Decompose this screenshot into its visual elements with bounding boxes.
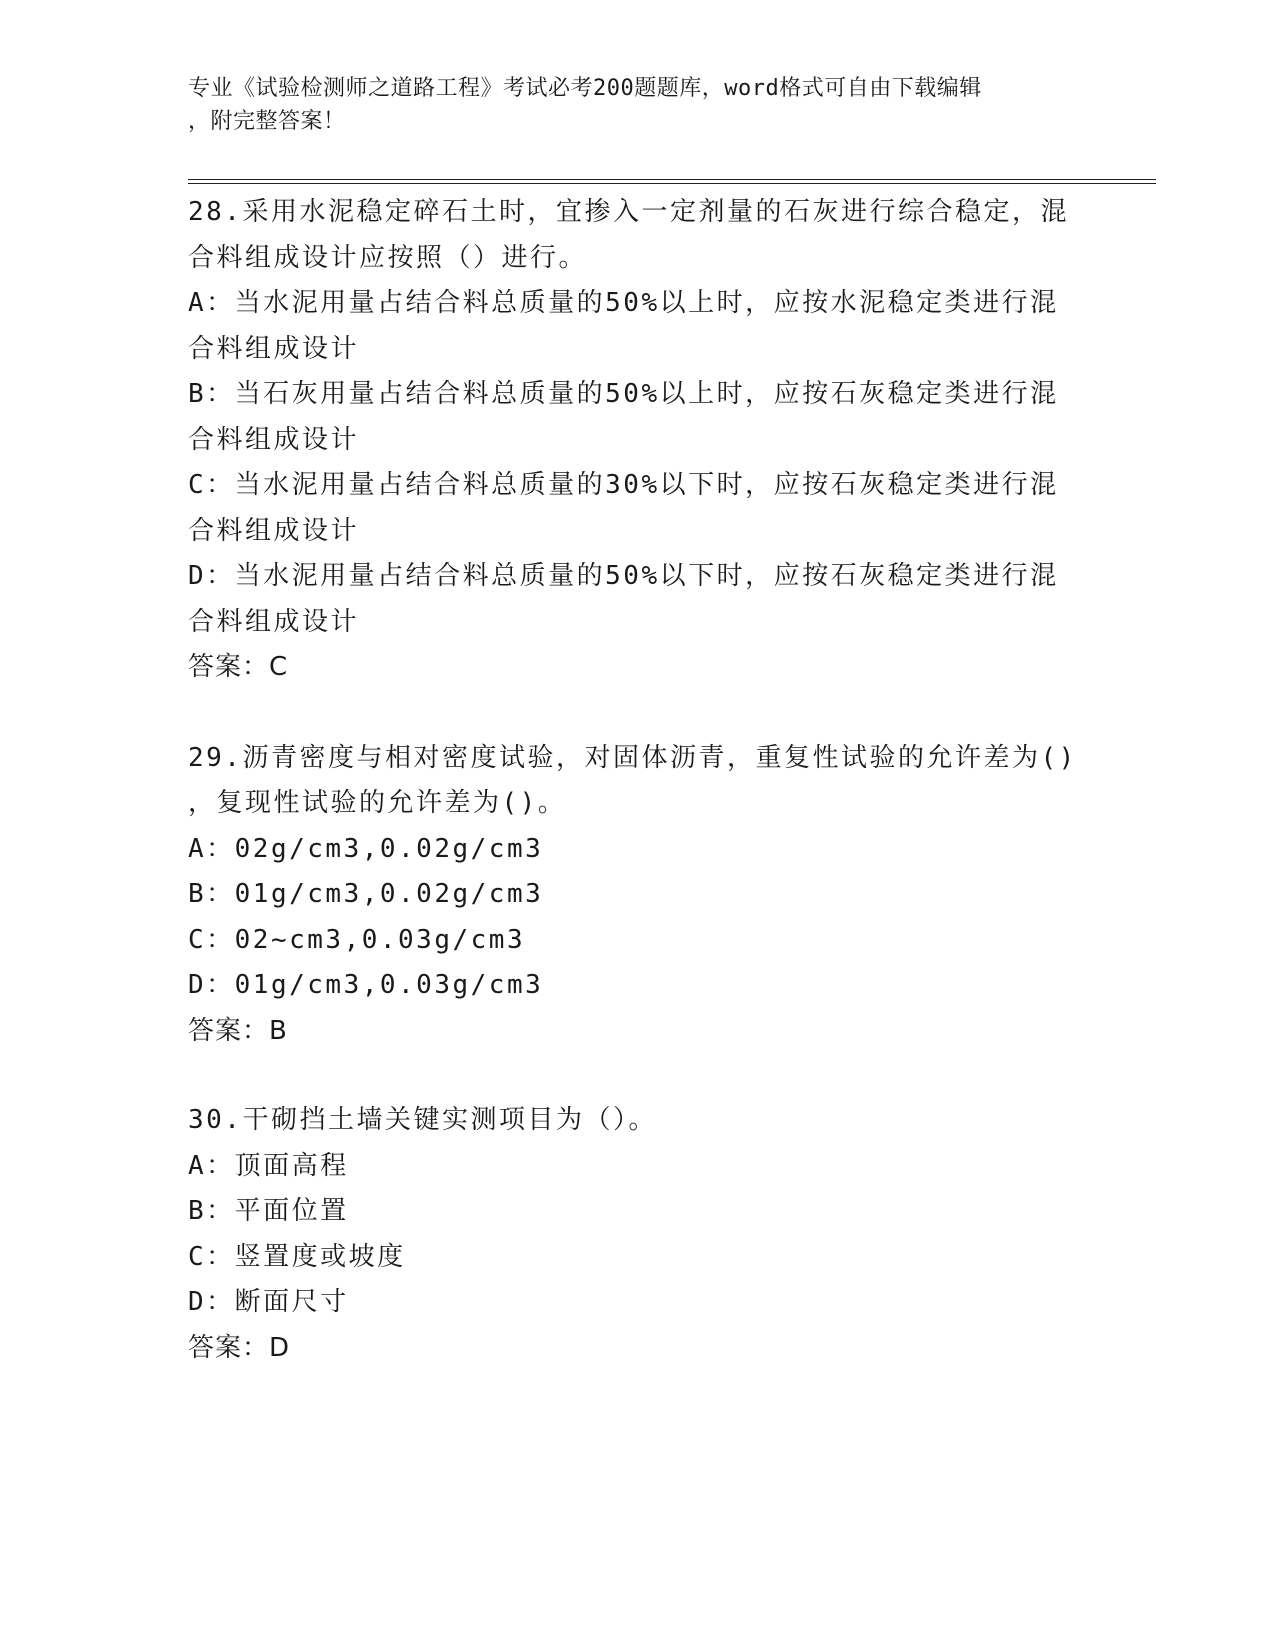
spacer	[188, 1054, 1088, 1098]
option-b: B：平面位置	[188, 1196, 349, 1226]
answer: 答案：C	[188, 652, 289, 682]
option-d-continued: 合料组成设计	[188, 606, 360, 637]
header-line-2: ，附完整答案！	[188, 109, 346, 134]
option-b-continued: 合料组成设计	[188, 424, 360, 455]
option-a: A：当水泥用量占结合料总质量的50%以上时，应按水泥稳定类进行混	[188, 288, 1059, 318]
question-list	[188, 190, 1088, 1371]
question-30	[188, 1098, 1088, 1371]
option-d: D：01g/cm3,0.03g/cm3	[188, 970, 544, 1000]
option-c-continued: 合料组成设计	[188, 515, 360, 546]
question-stem: 30.干砌挡土墙关键实测项目为（）。	[188, 1105, 657, 1135]
option-d: D：断面尺寸	[188, 1287, 349, 1317]
document-header	[188, 72, 1068, 138]
question-stem: 合料组成设计应按照（）进行。	[188, 242, 588, 273]
option-b: B：当石灰用量占结合料总质量的50%以上时，应按石灰稳定类进行混	[188, 379, 1059, 409]
option-d: D：当水泥用量占结合料总质量的50%以下时，应按石灰稳定类进行混	[188, 561, 1059, 591]
question-29	[188, 736, 1088, 1055]
question-28	[188, 190, 1088, 691]
option-b: B：01g/cm3,0.02g/cm3	[188, 879, 544, 909]
spacer	[188, 691, 1088, 736]
option-a: A：02g/cm3,0.02g/cm3	[188, 833, 544, 864]
option-c: C：02~cm3,0.03g/cm3	[188, 924, 526, 955]
header-line-1: 专业《试验检测师之道路工程》考试必考200题题库，word格式可自由下载编辑	[188, 76, 982, 101]
question-stem: 29.沥青密度与相对密度试验，对固体沥青，重复性试验的允许差为()	[188, 742, 1077, 773]
option-a: A：顶面高程	[188, 1150, 349, 1181]
header-divider-top	[188, 179, 1156, 180]
answer: 答案：D	[188, 1332, 291, 1363]
question-stem: ，复现性试验的允许差为()。	[188, 788, 567, 818]
answer: 答案：B	[188, 1015, 288, 1046]
option-c: C：竖置度或坡度	[188, 1241, 406, 1272]
header-divider-bottom	[188, 183, 1156, 184]
question-stem: 28.采用水泥稳定碎石土时，宜掺入一定剂量的石灰进行综合稳定，混	[188, 197, 1069, 227]
option-c: C：当水泥用量占结合料总质量的30%以下时，应按石灰稳定类进行混	[188, 470, 1059, 500]
option-a-continued: 合料组成设计	[188, 333, 360, 364]
